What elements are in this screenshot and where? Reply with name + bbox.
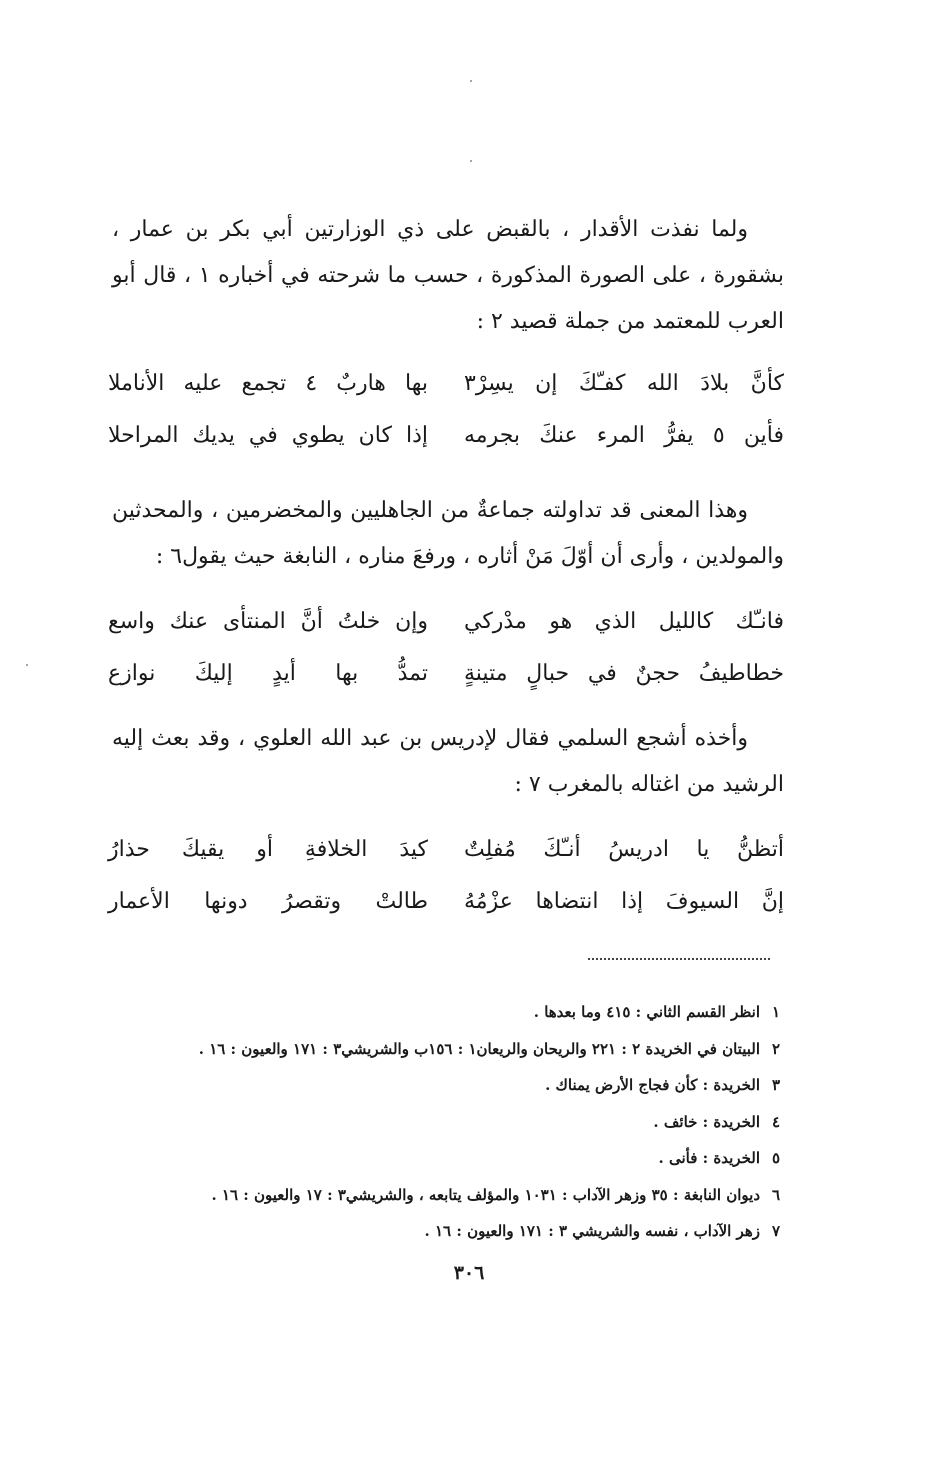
footnote-text: زهر الآداب ، نفسه والشريشي ٣ : ١٧١ والعيون : ١٦ . <box>424 1222 760 1240</box>
footnote-number: ٥ <box>771 1149 780 1167</box>
footnote-text: ديوان النابغة : ٣٥ وزهر الآداب : ١٠٣١ والمؤلف يتابعه ، والشريشي٣ : ١٧ والعيون : ١٦ . <box>211 1185 760 1204</box>
verse-hemistich-left: إذا كان يطوي في يديك المراحلا <box>108 423 428 448</box>
footnote-text: انظر القسم الثاني : ٤١٥ وما بعدها . <box>533 1003 760 1021</box>
verse-hemistich-right: فانـّك كالليل الذي هو مدْركي <box>464 609 784 634</box>
verse-hemistich-left: كيدَ الخلافةِ أو يقيكَ حذارُ <box>108 837 428 862</box>
verse-hemistich-right: خطاطيفُ حجنٌ في حبالٍ متينةٍ <box>464 661 784 686</box>
paragraph-2 <box>112 488 784 580</box>
verse-line <box>108 648 784 700</box>
scan-speck <box>470 80 472 82</box>
footnote-text: الخريدة : خائف . <box>653 1112 760 1131</box>
verse-hemistich-right: فأين ٥ يفرُّ المرء عنكَ بجرمه <box>464 423 784 448</box>
verse-hemistich-left: تمدُّ بها أيدٍ إليكَ نوازع <box>108 661 428 686</box>
verse-hemistich-right: إنَّ السيوفَ إذا انتضاها عزْمُهُ <box>464 889 784 914</box>
footnote <box>104 1067 780 1104</box>
paragraph-text: وأخذه أشجع السلمي فقال لإدريس بن عبد الله العلوي ، وقد بعث إليه الرشيد من اغتاله بالمغرب ٧ : <box>112 726 784 797</box>
footnote-number: ٧ <box>771 1222 780 1240</box>
verse-hemistich-right: كأنَّ بلادَ الله كفـّكَ إن يسِرْ٣ <box>464 371 784 396</box>
footnote <box>104 1104 780 1141</box>
paragraph-3 <box>112 716 784 808</box>
verse-line <box>108 876 784 928</box>
footnote-number: ٣ <box>771 1076 780 1094</box>
footnote <box>104 1213 780 1250</box>
paragraph-text: ولما نفذت الأقدار ، بالقبض على ذي الوزارتين أبي بكر بن عمار ، بشقورة ، على الصورة المذكورة ، حسب ما شرحته في أخباره ١ ، قال أبو العرب للمعتمد من جملة قصيد ٢ : <box>112 217 784 334</box>
verse-hemistich-left: وإن خلتُ أنَّ المنتأى عنك واسع <box>108 609 428 634</box>
verse-line <box>108 358 784 410</box>
footnote <box>104 1177 780 1214</box>
footnote-text: الخريدة : كأن فجاج الأرض يمناك . <box>545 1076 760 1094</box>
verse-hemistich-left: بها هاربٌ ٤ تجمع عليه الأناملا <box>108 371 428 396</box>
footnote-number: ٤ <box>771 1112 780 1131</box>
verse-line <box>108 824 784 876</box>
verse-hemistich-left: طالتْ وتقصرُ دونها الأعمار <box>108 889 428 914</box>
scan-speck <box>26 664 28 666</box>
footnote-number: ٢ <box>771 1039 780 1058</box>
footnotes <box>104 994 780 1250</box>
scan-speck <box>470 160 472 162</box>
footnote-number: ١ <box>771 1003 780 1021</box>
paragraph-1 <box>112 207 784 345</box>
verse-block-2 <box>108 596 784 700</box>
footnote-text: البيتان في الخريدة ٢ : ٢٢١ والريحان والريعان١ : ١٥٦ب والشريشي٣ : ١٧١ والعيون : ١٦ . <box>198 1039 760 1058</box>
footnote <box>104 1140 780 1177</box>
verse-block-3 <box>108 824 784 928</box>
verse-hemistich-right: أتظنُّ يا ادريسُ أنـّكَ مُفلِتٌ <box>464 837 784 862</box>
footnote <box>104 1031 780 1068</box>
footnote-separator <box>588 958 770 960</box>
verse-block-1 <box>108 358 784 462</box>
footnote-text: الخريدة : فأنى . <box>658 1149 760 1167</box>
verse-line <box>108 596 784 648</box>
footnote <box>104 994 780 1031</box>
paragraph-text: وهذا المعنى قد تداولته جماعةٌ من الجاهليين والمخضرمين ، والمحدثين والمولدين ، وأرى أن أوّلَ مَنْ أثاره ، ورفعَ مناره ، النابغة حيث يقول٦ : <box>112 498 784 569</box>
footnote-number: ٦ <box>771 1185 780 1204</box>
verse-line <box>108 410 784 462</box>
page-number: ٣٠٦ <box>453 1262 485 1284</box>
